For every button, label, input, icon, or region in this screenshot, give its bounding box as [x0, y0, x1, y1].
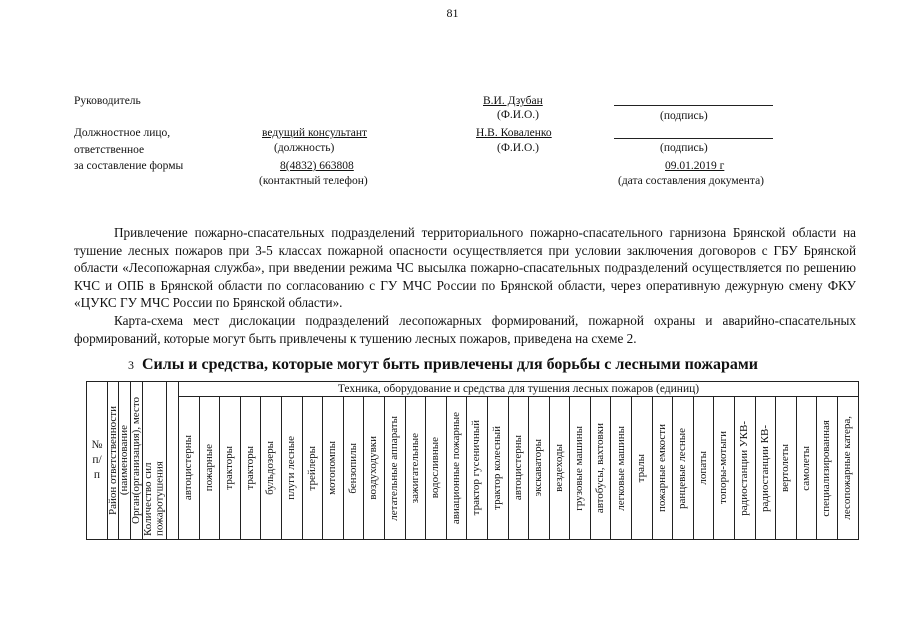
- paragraph-1-text: Привлечение пожарно-спасательных подразделений территориального пожарно-спасательного гарнизона Брянской области на тушение лесных пожаров при 3-5 классах пожарной опасности осуществляется при условии заключения договоров с ГБУ Брянской области «Лесопожарная служба», при введении режима ЧС высылка пожарно-спасательных подразделений осуществляется по решению КЧС и ОПБ в Брянской области по согласованию с ГУ МЧС России по Брянской области, через оперативную дежурную смену ФКУ «ЦУКС ГУ МЧС России по Брянской области».: [74, 225, 856, 311]
- head-sign-caption: (подпись): [660, 110, 708, 122]
- equipment-col-label: вездеходы: [552, 444, 565, 492]
- equipment-col-label: тралы: [635, 453, 648, 483]
- equipment-col-6: [302, 397, 323, 540]
- equipment-col-label: специализированная: [820, 419, 833, 517]
- equipment-col-7: [323, 397, 344, 540]
- equipment-col-label: ранцевые лесные: [676, 427, 689, 509]
- section-heading: [128, 356, 828, 374]
- equipment-col-10: [384, 397, 405, 540]
- official-position-caption: (должность): [274, 142, 335, 154]
- equipment-col-20: [590, 397, 611, 540]
- equipment-col-label: экскаваторы: [532, 439, 545, 497]
- equipment-col-label: автоцистерны: [182, 435, 195, 501]
- paragraph-2-text: Карта-схема мест дислокации подразделений лесопожарных формирований, пожарной охраны и аварийно-спасательных формирований, которые могут быть привлечены к тушению лесных пожаров, приведена на схеме 2.: [74, 313, 856, 346]
- col-spacer: [167, 382, 179, 540]
- col-number-header: [87, 382, 108, 540]
- equipment-col-label: тракторы: [223, 446, 236, 490]
- paragraph-1: [74, 224, 856, 312]
- official-name-caption: (Ф.И.О.): [497, 142, 539, 154]
- equipment-col-label: водосливные: [429, 437, 442, 499]
- equipment-col-2: [220, 397, 241, 540]
- equipment-col-5: [281, 397, 302, 540]
- phone: 8(4832) 663808: [280, 160, 354, 172]
- equipment-col-4: [261, 397, 282, 540]
- date: 09.01.2019 г: [665, 160, 725, 172]
- forces-table: [86, 381, 858, 540]
- equipment-col-label: воздуходувки: [367, 436, 380, 500]
- official-label-2: ответственное: [74, 144, 145, 156]
- equipment-col-16: [508, 397, 529, 540]
- equipment-col-26: [714, 397, 735, 540]
- equipment-col-28: [755, 397, 776, 540]
- equipment-col-label: пожарные емкости: [655, 424, 668, 512]
- col-org-text-3: Орган(организация), место: [130, 397, 142, 524]
- head-sign-line: [614, 105, 773, 106]
- page-number: 81: [446, 6, 459, 20]
- equipment-col-label: авиационные пожарные: [449, 411, 462, 525]
- equipment-col-22: [632, 397, 653, 540]
- col-org-header-1: [108, 382, 119, 540]
- equipment-col-label: радиостанции УКВ-: [738, 420, 751, 516]
- col-org-text-1: Район ответственности: [107, 406, 119, 515]
- equipment-header: Техника, оборудование и средства для тушения лесных пожаров (единиц): [179, 382, 859, 397]
- equipment-col-label: вертолеты: [779, 444, 792, 492]
- equipment-col-32: [838, 397, 859, 540]
- equipment-col-15: [487, 397, 508, 540]
- equipment-col-label: трейлеры: [305, 445, 318, 491]
- col-org-header-2: [119, 382, 131, 540]
- official-name: Н.В. Коваленко: [476, 127, 552, 139]
- equipment-col-label: мотопомпы: [326, 441, 339, 495]
- head-name: В.И. Дзубан: [483, 95, 543, 107]
- equipment-col-label: автоцистерны: [511, 435, 524, 501]
- equipment-col-19: [570, 397, 591, 540]
- equipment-col-label: лесопожарные катера,: [841, 416, 854, 520]
- equipment-col-8: [343, 397, 364, 540]
- equipment-col-18: [549, 397, 570, 540]
- equipment-col-23: [652, 397, 673, 540]
- equipment-col-14: [467, 397, 488, 540]
- section-number: 3: [128, 358, 134, 372]
- equipment-col-label: грузовые машины: [573, 425, 586, 511]
- section-title: Силы и средства, которые могут быть привлечены для борьбы с лесными пожарами: [142, 356, 758, 373]
- phone-caption: (контактный телефон): [259, 175, 368, 187]
- head-label: Руководитель: [74, 95, 141, 107]
- equipment-col-label: тракторы: [243, 446, 256, 490]
- equipment-col-label: пожарные: [202, 444, 215, 492]
- equipment-col-label: топоры-мотыги: [717, 431, 730, 505]
- equipment-col-label: бензопилы: [346, 442, 359, 494]
- col-number-text: № п/ п: [91, 439, 103, 481]
- equipment-col-24: [673, 397, 694, 540]
- official-sign-caption: (подпись): [660, 142, 708, 154]
- equipment-col-30: [796, 397, 817, 540]
- equipment-col-label: бульдозеры: [264, 441, 277, 495]
- equipment-col-label: радиостанции КВ-: [758, 424, 771, 512]
- official-sign-line: [614, 138, 773, 139]
- equipment-col-12: [426, 397, 447, 540]
- equipment-col-11: [405, 397, 426, 540]
- equipment-col-label: лопаты: [696, 451, 709, 485]
- date-caption: (дата составления документа): [618, 175, 765, 187]
- equipment-col-17: [529, 397, 550, 540]
- col-org-text-2: (наименование: [118, 425, 130, 496]
- col-count-text: Количество сил пожаротушения: [142, 460, 166, 536]
- equipment-col-label: летательные аппараты: [387, 415, 400, 521]
- equipment-col-label: трактор колесный: [490, 426, 503, 510]
- equipment-col-label: плуги лесные: [285, 436, 298, 500]
- equipment-col-1: [199, 397, 220, 540]
- equipment-col-29: [776, 397, 797, 540]
- official-position: ведущий консультант: [262, 127, 368, 139]
- equipment-col-3: [240, 397, 261, 540]
- official-label-3: за составление формы: [74, 160, 184, 172]
- official-label-1: Должностное лицо,: [74, 127, 171, 139]
- equipment-col-31: [817, 397, 838, 540]
- equipment-col-13: [446, 397, 467, 540]
- equipment-col-label: зажигательные: [408, 432, 421, 504]
- equipment-col-9: [364, 397, 385, 540]
- equipment-col-label: самолеты: [799, 445, 812, 491]
- equipment-col-27: [735, 397, 756, 540]
- col-count-header: [143, 382, 167, 540]
- col-org-header-3: [131, 382, 143, 540]
- equipment-col-label: автобусы, вахтовки: [593, 422, 606, 514]
- equipment-col-0: [179, 397, 200, 540]
- equipment-col-21: [611, 397, 632, 540]
- equipment-col-label: легковые машины: [614, 425, 627, 511]
- paragraph-2: [74, 312, 856, 347]
- equipment-col-label: трактор гусеничный: [470, 420, 483, 516]
- head-name-caption: (Ф.И.О.): [497, 109, 539, 121]
- equipment-col-25: [693, 397, 714, 540]
